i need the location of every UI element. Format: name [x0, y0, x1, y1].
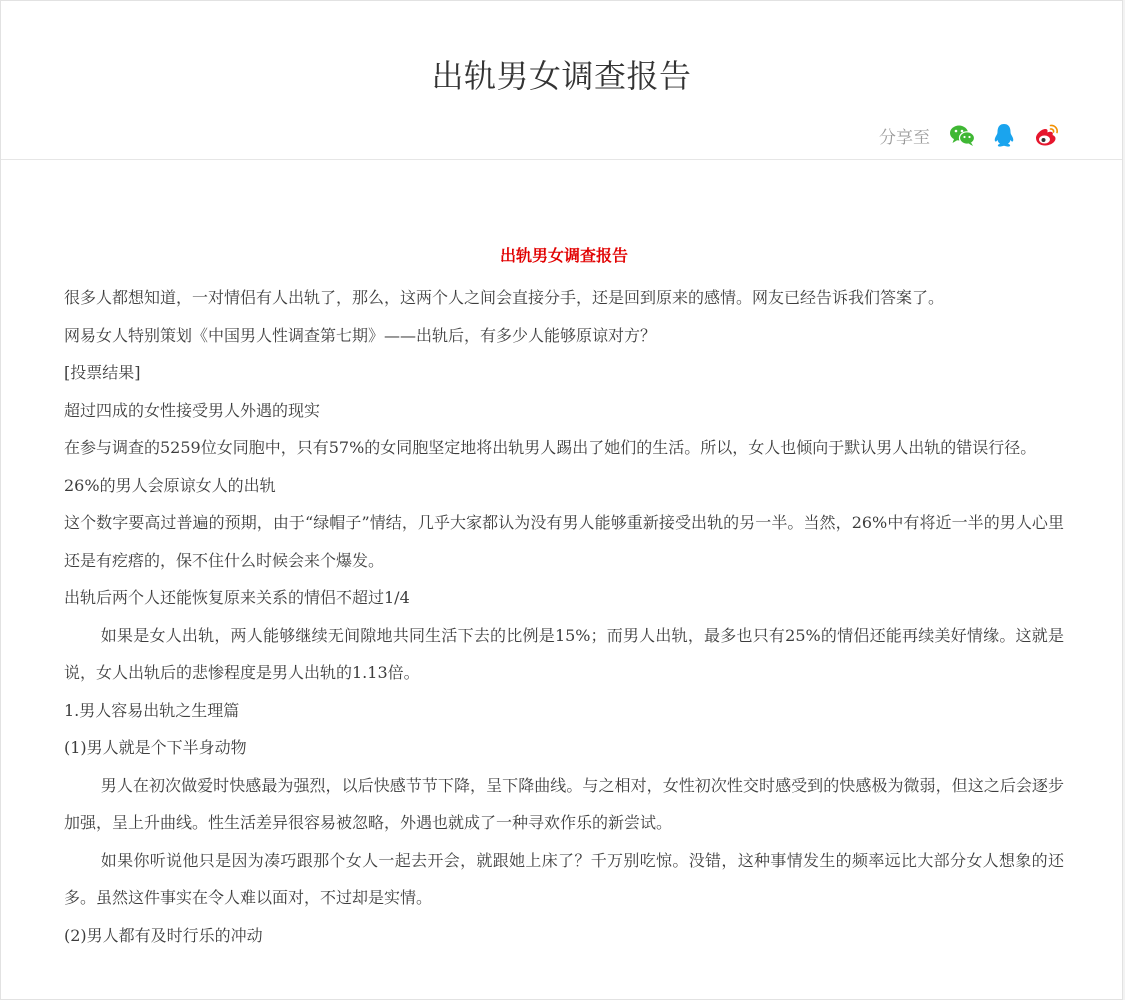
weibo-icon[interactable] [1032, 121, 1060, 149]
article-paragraph: 网易女人特别策划《中国男人性调查第七期》——出轨后，有多少人能够原谅对方？ [64, 325, 657, 345]
header [1, 1, 1122, 160]
page-title: 出轨男女调查报告 [431, 57, 692, 95]
article-heading: 出轨男女调查报告 [499, 246, 628, 265]
qq-icon[interactable] [990, 121, 1018, 149]
article-paragraph: 如果是女人出轨，两人能够继续无间隙地共同生活下去的比例是15%；而男人出轨，最多也只有25%的情侣还能再续美好情缘。这就是说，女人出轨后的悲惨程度是男人出轨的1.13倍。 [64, 625, 1064, 682]
article-paragraph: 很多人都想知道，一对情侣有人出轨了，那么，这两个人之间会直接分手，还是回到原来的感情。网友已经告诉我们答案了。 [64, 288, 945, 307]
article-paragraph: (2)男人都有及时行乐的冲动 [64, 925, 263, 945]
article-content [64, 242, 1064, 954]
article-paragraph: 出轨后两个人还能恢复原来关系的情侣不超过1/4 [64, 588, 410, 607]
article-paragraph: 如果你听说他只是因为凑巧跟那个女人一起去开会，就跟她上床了？千万别吃惊。没错，这种事情发生的频率远比大部分女人想象的还多。虽然这件事实在令人难以面对，不过却是实情。 [64, 850, 1064, 907]
share-label: 分享至 [879, 127, 930, 148]
article-paragraph: 超过四成的女性接受男人外遇的现实 [64, 400, 321, 420]
article-paragraph: 男人在初次做爱时快感最为强烈，以后快感节节下降，呈下降曲线。与之相对，女性初次性交时感受到的快感极为微弱，但这之后会逐步加强，呈上升曲线。性生活差异很容易被忽略，外遇也就成了一种寻欢作乐的新尝试。 [64, 775, 1064, 832]
article-paragraph: (1)男人就是个下半身动物 [64, 738, 247, 757]
article-paragraph: 这个数字要高过普遍的预期，由于“绿帽子”情结，几乎大家都认为没有男人能够重新接受出轨的另一半。当然，26%中有将近一半的男人心里还是有疙瘩的，保不住什么时候会来个爆发。 [64, 513, 1064, 570]
article-paragraph: [投票结果] [64, 363, 141, 382]
wechat-icon[interactable] [948, 121, 976, 149]
article-paragraph: 在参与调查的5259位女同胞中，只有57%的女同胞坚定地将出轨男人踢出了她们的生活。所以，女人也倾向于默认男人出轨的错误行径。 [64, 438, 1037, 457]
article-paragraph: 26%的男人会原谅女人的出轨 [64, 475, 276, 495]
article-paragraph: 1.男人容易出轨之生理篇 [64, 700, 240, 720]
share-bar [879, 121, 1060, 149]
